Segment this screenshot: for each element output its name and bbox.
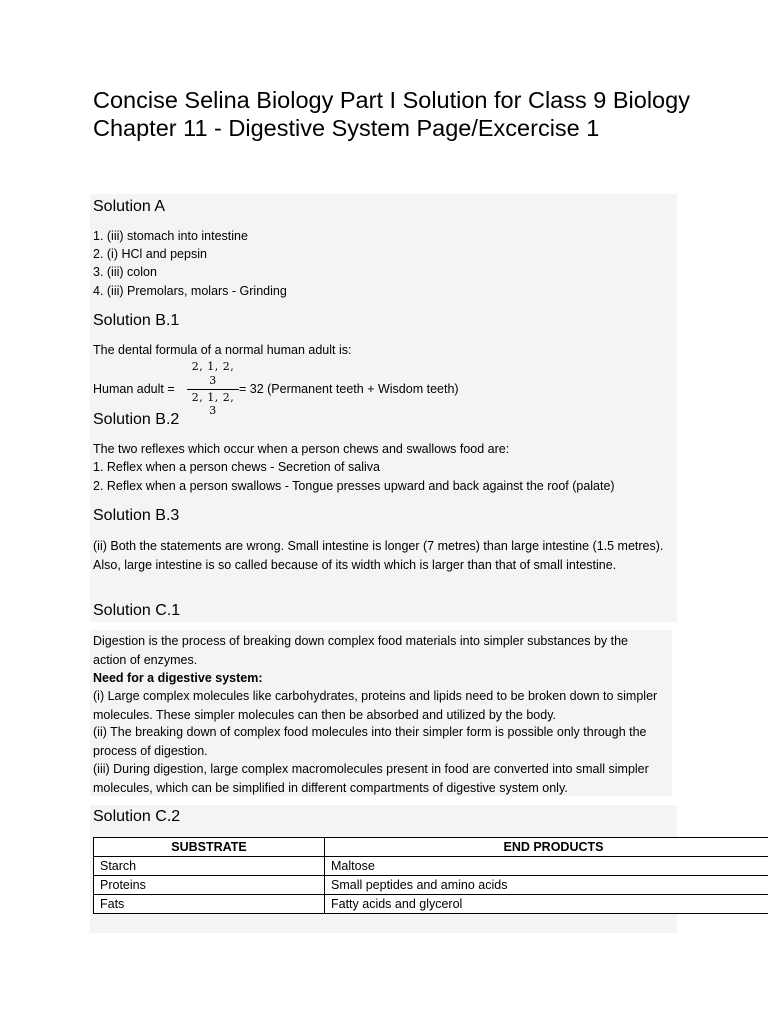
table-header-row bbox=[94, 838, 768, 857]
dental-formula-suffix: = 32 (Permanent teeth + Wisdom teeth) bbox=[239, 382, 459, 396]
solution-a-item: 2. (i) HCl and pepsin bbox=[93, 247, 207, 261]
table-cell: Proteins bbox=[94, 876, 325, 895]
solution-c2-heading: Solution C.2 bbox=[93, 808, 181, 825]
table-cell: Fats bbox=[94, 895, 325, 914]
dental-formula-prefix: Human adult = bbox=[93, 382, 175, 396]
need-point: (ii) The breaking down of complex food molecules into their simpler form is possible only through the process of digestion. bbox=[93, 725, 647, 758]
solution-b3-text: (ii) Both the statements are wrong. Small intestine is longer (7 metres) than large intestine (1.5 metres). Also, large intestine is so called because of its width which is larger than that of small intestine. bbox=[93, 539, 664, 572]
substrate-end-products-table bbox=[93, 837, 768, 914]
need-point: (i) Large complex molecules like carbohydrates, proteins and lipids need to be broken down to simpler molecules. These simpler molecules can then be absorbed and utilized by the body. bbox=[93, 689, 658, 722]
solution-b2-line: 2. Reflex when a person swallows - Tongue presses upward and back against the roof (palate) bbox=[93, 479, 615, 493]
table-cell: Fatty acids and glycerol bbox=[325, 895, 768, 914]
dental-formula-denominator: 2, 1, 2, 3 bbox=[191, 391, 235, 417]
solution-b2-line: The two reflexes which occur when a person chews and swallows food are: bbox=[93, 442, 510, 456]
column-header: SUBSTRATE bbox=[94, 838, 325, 857]
fraction-bar bbox=[187, 389, 239, 390]
solution-c1-heading: Solution C.1 bbox=[93, 602, 181, 619]
solution-a-heading: Solution A bbox=[93, 198, 166, 215]
table-cell: Small peptides and amino acids bbox=[325, 876, 768, 895]
solution-b2-heading: Solution B.2 bbox=[93, 411, 180, 428]
digestion-definition: Digestion is the process of breaking down complex food materials into simpler substances by the action of enzymes. bbox=[93, 634, 628, 667]
solution-a-item: 3. (iii) colon bbox=[93, 265, 157, 279]
solution-a-item: 1. (iii) stomach into intestine bbox=[93, 229, 248, 243]
need-point: (iii) During digestion, large complex macromolecules present in food are converted into small simpler molecules, which can be simplified in different compartments of digestive system only. bbox=[93, 762, 649, 795]
page-title: Concise Selina Biology Part I Solution for Class 9 Biology Chapter 11 - Digestive System Page/Excercise 1 bbox=[93, 87, 690, 141]
dental-formula-intro: The dental formula of a normal human adult is: bbox=[93, 343, 352, 357]
solution-b1-heading: Solution B.1 bbox=[93, 312, 180, 329]
solution-a-item: 4. (iii) Premolars, molars - Grinding bbox=[93, 284, 287, 298]
dental-formula-fraction bbox=[187, 360, 239, 417]
table-row bbox=[94, 857, 768, 876]
table-cell: Starch bbox=[94, 857, 325, 876]
need-digestive-system-heading: Need for a digestive system: bbox=[93, 671, 263, 685]
solution-b3-heading: Solution B.3 bbox=[93, 507, 180, 524]
table-row bbox=[94, 876, 768, 895]
column-header: END PRODUCTS bbox=[325, 838, 768, 857]
table-row bbox=[94, 895, 768, 914]
solution-b2-line: 1. Reflex when a person chews - Secretion of saliva bbox=[93, 460, 380, 474]
dental-formula-numerator: 2, 1, 2, 3 bbox=[191, 360, 235, 387]
table-cell: Maltose bbox=[325, 857, 768, 876]
